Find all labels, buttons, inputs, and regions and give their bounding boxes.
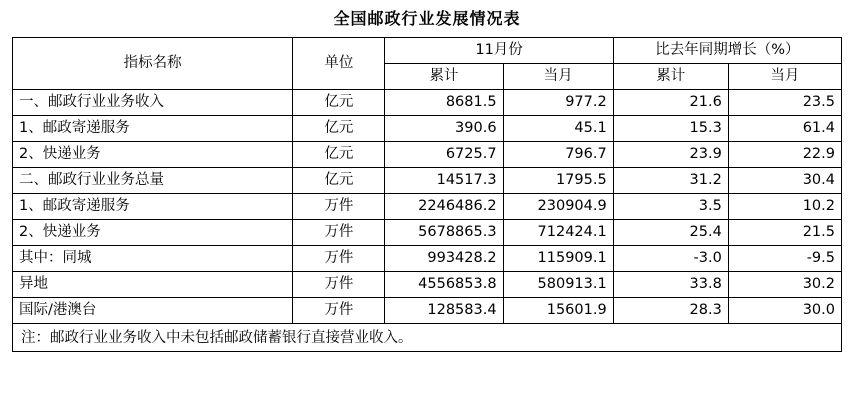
row-cumulative-month: 5678865.3	[385, 220, 503, 246]
row-current-yoy: 30.2	[728, 272, 841, 298]
row-cumulative-yoy: 21.6	[613, 90, 728, 116]
row-indicator-name: 1、邮政寄递服务	[13, 116, 293, 142]
table-row	[13, 142, 842, 168]
row-unit: 万件	[293, 194, 385, 220]
row-unit: 亿元	[293, 142, 385, 168]
row-current-month: 15601.9	[503, 298, 613, 324]
row-current-month: 712424.1	[503, 220, 613, 246]
table-row	[13, 168, 842, 194]
row-unit: 万件	[293, 220, 385, 246]
row-current-yoy: 30.0	[728, 298, 841, 324]
row-current-yoy: 22.9	[728, 142, 841, 168]
row-current-yoy: -9.5	[728, 246, 841, 272]
row-unit: 亿元	[293, 168, 385, 194]
row-cumulative-yoy: 3.5	[613, 194, 728, 220]
header-current-month: 当月	[503, 64, 613, 90]
table-row	[13, 194, 842, 220]
table-row	[13, 90, 842, 116]
header-group-yoy: 比去年同期增长（%）	[613, 38, 841, 64]
header-cumulative-yoy: 累计	[613, 64, 728, 90]
header-indicator: 指标名称	[13, 38, 293, 90]
row-current-yoy: 23.5	[728, 90, 841, 116]
row-cumulative-yoy: 33.8	[613, 272, 728, 298]
table-row	[13, 116, 842, 142]
table-row	[13, 272, 842, 298]
header-cumulative-month: 累计	[385, 64, 503, 90]
row-unit: 万件	[293, 272, 385, 298]
row-current-month: 45.1	[503, 116, 613, 142]
row-indicator-name: 其中：同城	[13, 246, 293, 272]
table-container	[0, 37, 854, 352]
row-cumulative-yoy: 25.4	[613, 220, 728, 246]
row-cumulative-month: 390.6	[385, 116, 503, 142]
header-unit: 单位	[293, 38, 385, 90]
row-cumulative-month: 2246486.2	[385, 194, 503, 220]
table-header	[13, 38, 842, 90]
postal-industry-table	[12, 37, 842, 324]
row-current-month: 230904.9	[503, 194, 613, 220]
row-indicator-name: 一、邮政行业业务收入	[13, 90, 293, 116]
row-indicator-name: 二、邮政行业业务总量	[13, 168, 293, 194]
header-row-top	[13, 38, 842, 64]
row-indicator-name: 2、快递业务	[13, 142, 293, 168]
page-title: 全国邮政行业发展情况表	[333, 9, 521, 28]
row-unit: 亿元	[293, 90, 385, 116]
row-current-month: 977.2	[503, 90, 613, 116]
row-cumulative-yoy: 15.3	[613, 116, 728, 142]
header-group-month: 11月份	[385, 38, 613, 64]
header-current-yoy: 当月	[728, 64, 841, 90]
row-indicator-name: 2、快递业务	[13, 220, 293, 246]
row-current-month: 115909.1	[503, 246, 613, 272]
table-row	[13, 246, 842, 272]
row-current-yoy: 30.4	[728, 168, 841, 194]
row-cumulative-month: 128583.4	[385, 298, 503, 324]
row-current-month: 796.7	[503, 142, 613, 168]
row-unit: 万件	[293, 298, 385, 324]
row-cumulative-month: 993428.2	[385, 246, 503, 272]
row-cumulative-yoy: 31.2	[613, 168, 728, 194]
row-cumulative-yoy: 23.9	[613, 142, 728, 168]
row-indicator-name: 国际/港澳台	[13, 298, 293, 324]
row-indicator-name: 异地	[13, 272, 293, 298]
row-unit: 亿元	[293, 116, 385, 142]
row-current-month: 1795.5	[503, 168, 613, 194]
table-body	[13, 90, 842, 324]
row-current-yoy: 21.5	[728, 220, 841, 246]
row-unit: 万件	[293, 246, 385, 272]
row-indicator-name: 1、邮政寄递服务	[13, 194, 293, 220]
row-cumulative-yoy: 28.3	[613, 298, 728, 324]
row-current-yoy: 61.4	[728, 116, 841, 142]
table-row	[13, 220, 842, 246]
row-current-month: 580913.1	[503, 272, 613, 298]
row-cumulative-yoy: -3.0	[613, 246, 728, 272]
table-note: 注：邮政行业业务收入中未包括邮政储蓄银行直接营业收入。	[12, 324, 842, 352]
table-row	[13, 298, 842, 324]
row-cumulative-month: 4556853.8	[385, 272, 503, 298]
row-cumulative-month: 6725.7	[385, 142, 503, 168]
row-current-yoy: 10.2	[728, 194, 841, 220]
row-cumulative-month: 8681.5	[385, 90, 503, 116]
row-cumulative-month: 14517.3	[385, 168, 503, 194]
